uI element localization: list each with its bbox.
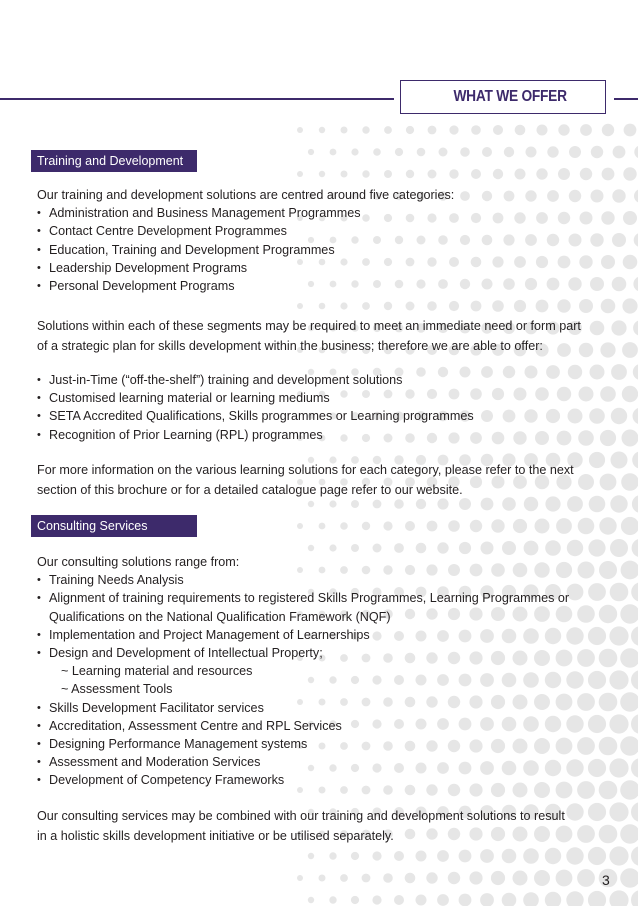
consulting-section-heading: Consulting Services <box>31 515 197 537</box>
decorative-dot <box>351 896 359 904</box>
training-solutions-paragraph: Solutions within each of these segments may be required to meet an immediate need or form part of a strategic plan for skills development within the business; therefore we are able to offer: <box>37 319 581 353</box>
decorative-dot <box>620 692 638 712</box>
decorative-dot <box>631 714 638 734</box>
decorative-dot <box>502 893 517 906</box>
training-intro: Our training and development solutions are centred around five categories: <box>37 188 455 202</box>
list-item: • SETA Accredited Qualifications, Skills programmes or Learning programmes <box>37 409 474 424</box>
decorative-dot <box>383 873 393 883</box>
decorative-dot <box>609 626 628 645</box>
decorative-dot <box>470 520 482 532</box>
decorative-dot <box>634 189 638 203</box>
decorative-dot <box>631 890 638 906</box>
decorative-dot <box>557 299 570 312</box>
decorative-dot <box>609 714 628 733</box>
decorative-dot <box>610 495 627 512</box>
decorative-dot <box>609 758 628 777</box>
decorative-dot <box>621 473 638 491</box>
decorative-dot <box>580 124 592 136</box>
list-item: • Alignment of training requirements to registered Skills Programmes, Learning Programmes or <box>37 591 570 606</box>
decorative-dot <box>416 851 427 862</box>
decorative-dot <box>631 802 638 822</box>
decorative-dot <box>460 147 470 157</box>
decorative-dot <box>319 523 326 530</box>
decorative-dot <box>405 521 415 531</box>
decorative-dot <box>297 171 303 177</box>
decorative-dot <box>308 545 314 551</box>
decorative-dot <box>620 868 638 888</box>
decorative-dot <box>631 846 638 866</box>
decorative-dot <box>504 147 514 157</box>
decorative-dot <box>535 519 550 534</box>
decorative-dot <box>373 148 381 156</box>
decorative-dot <box>437 850 449 862</box>
decorative-dot <box>329 852 336 859</box>
decorative-dot <box>329 500 336 507</box>
training-categories <box>37 186 607 295</box>
decorative-dot <box>558 168 570 180</box>
decorative-dot <box>523 892 539 906</box>
list-item: • Skills Development Facilitator services <box>37 700 264 715</box>
decorative-dot <box>362 302 370 310</box>
decorative-dot <box>372 895 381 904</box>
decorative-dot <box>437 542 448 553</box>
decorative-dot <box>579 299 593 313</box>
decorative-dot <box>341 171 348 178</box>
decorative-dot <box>406 170 414 178</box>
list-item: • Just-in-Time (“off-the-shelf”) training and development solutions <box>37 373 403 387</box>
decorative-dot <box>427 521 438 532</box>
decorative-dot <box>622 298 637 313</box>
list-item: • Contact Centre Development Programmes <box>37 224 287 239</box>
decorative-dot <box>308 501 314 507</box>
decorative-dot <box>469 871 482 884</box>
decorative-dot <box>319 303 326 310</box>
decorative-dot <box>471 125 481 135</box>
page-number: 3 <box>602 872 610 888</box>
decorative-dot <box>362 126 369 133</box>
list-item: • Recognition of Prior Learning (RPL) programmes <box>37 427 323 442</box>
list-item: • Training Needs Analysis <box>37 573 184 588</box>
decorative-dot <box>394 499 404 509</box>
consulting-closing-paragraph: Our consulting services may be combined with our training and development solutions to result in a holistic skills development initiative or be utilised separately. <box>37 809 565 843</box>
decorative-dot <box>319 171 325 177</box>
decorative-dot <box>620 736 638 756</box>
decorative-dot <box>556 870 573 887</box>
decorative-dot <box>308 897 314 903</box>
decorative-dot <box>534 870 550 886</box>
list-item: • Personal Development Programs <box>37 278 235 293</box>
decorative-dot <box>622 342 638 358</box>
consulting-list <box>37 553 607 789</box>
decorative-dot <box>405 873 416 884</box>
decorative-dot <box>351 500 359 508</box>
decorative-dot <box>373 500 382 509</box>
training-section-heading: Training and Development <box>31 150 197 172</box>
decorative-dot <box>362 874 371 883</box>
decorative-dot <box>632 451 638 469</box>
decorative-dot <box>416 895 427 906</box>
decorative-dot <box>631 626 638 646</box>
decorative-dot <box>394 895 404 905</box>
header-title-box <box>400 80 606 114</box>
decorative-dot <box>633 320 638 336</box>
decorative-dot <box>427 301 437 311</box>
decorative-dot <box>578 518 595 535</box>
decorative-dot <box>633 364 638 380</box>
decorative-dot <box>620 824 638 844</box>
decorative-dot <box>621 561 638 580</box>
decorative-dot <box>632 539 638 558</box>
decorative-dot <box>362 522 370 530</box>
decorative-dot <box>632 495 638 513</box>
decorative-dot <box>588 847 606 865</box>
decorative-dot <box>609 670 628 689</box>
list-item: • Design and Development of Intellectual Property; <box>37 645 323 660</box>
decorative-dot <box>459 894 472 906</box>
decorative-dot <box>428 126 437 135</box>
list-item: • Assessment and Moderation Services <box>37 755 261 770</box>
decorative-dot <box>580 168 592 180</box>
decorative-dot <box>545 848 561 864</box>
decorative-dot <box>602 124 614 136</box>
decorative-dot <box>537 125 548 136</box>
decorative-dot <box>536 300 549 313</box>
decorative-dot <box>416 499 426 509</box>
decorative-dot <box>502 849 517 864</box>
decorative-dot <box>394 851 404 861</box>
decorative-dot <box>633 408 638 425</box>
decorative-dot <box>610 583 629 602</box>
decorative-dot <box>631 582 638 602</box>
decorative-dot <box>362 170 369 177</box>
decorative-dot <box>515 169 526 180</box>
decorative-dot <box>493 169 503 179</box>
list-item: • Implementation and Project Management of Learnerships <box>37 627 370 642</box>
decorative-dot <box>437 894 449 906</box>
decorative-dot <box>633 276 638 291</box>
decorative-dot <box>448 872 460 884</box>
decorative-dot <box>624 124 637 137</box>
decorative-dot <box>611 364 627 380</box>
decorative-dot <box>373 544 382 553</box>
training-offers <box>37 371 607 444</box>
decorative-dot <box>610 539 628 557</box>
decorative-dot <box>634 233 638 248</box>
decorative-dot <box>341 127 348 134</box>
decorative-dot <box>577 869 595 887</box>
decorative-dot <box>599 517 616 534</box>
decorative-dot <box>439 148 448 157</box>
decorative-dot <box>319 127 325 133</box>
decorative-dot <box>395 148 403 156</box>
decorative-dot <box>351 852 359 860</box>
decorative-dot <box>449 169 458 178</box>
decorative-dot <box>526 147 537 158</box>
decorative-dot <box>297 523 303 529</box>
decorative-dot <box>493 125 503 135</box>
decorative-dot <box>340 522 348 530</box>
decorative-dot <box>631 758 638 778</box>
decorative-dot <box>623 255 638 270</box>
decorative-dot <box>297 303 303 309</box>
decorative-dot <box>426 872 437 883</box>
decorative-dot <box>492 300 504 312</box>
decorative-dot <box>558 124 569 135</box>
list-item-continuation: Qualifications on the National Qualification Framework (NQF) <box>49 609 391 624</box>
decorative-dot <box>383 521 392 530</box>
decorative-dot <box>384 302 392 310</box>
decorative-dot <box>513 871 528 886</box>
decorative-dot <box>319 875 326 882</box>
header-title: WHAT WE OFFER <box>453 88 567 105</box>
decorative-dot <box>384 126 392 134</box>
decorative-dot <box>308 853 314 859</box>
decorative-dot <box>547 146 558 157</box>
decorative-dot <box>622 386 638 402</box>
decorative-dot <box>351 148 358 155</box>
decorative-dot <box>471 301 482 312</box>
decorative-dot <box>620 780 638 800</box>
decorative-dot <box>482 147 492 157</box>
decorative-dot <box>416 543 427 554</box>
sub-list-item: ~ Assessment Tools <box>61 682 173 697</box>
decorative-dot <box>340 302 347 309</box>
decorative-dot <box>417 148 426 157</box>
decorative-dot <box>514 300 526 312</box>
decorative-dot <box>297 875 303 881</box>
list-item: • Designing Performance Management systems <box>37 736 308 751</box>
decorative-dot <box>523 848 539 864</box>
decorative-dot <box>329 544 336 551</box>
decorative-dot <box>480 849 494 863</box>
decorative-dot <box>591 146 603 158</box>
decorative-dot <box>566 847 583 864</box>
decorative-dot <box>634 145 638 158</box>
decorative-dot <box>609 802 628 821</box>
training-more-info-paragraph: For more information on the various learning solutions for each category, please refer to the next section of this brochure or for a detailed catalogue page refer to our website. <box>37 463 574 497</box>
decorative-dot <box>480 893 494 906</box>
decorative-dot <box>621 517 638 535</box>
decorative-dot <box>372 851 381 860</box>
decorative-dot <box>536 168 547 179</box>
decorative-dot <box>609 846 628 865</box>
decorative-dot <box>556 518 572 534</box>
decorative-dot <box>471 169 481 179</box>
decorative-dot <box>609 890 628 906</box>
decorative-dot <box>297 127 303 133</box>
decorative-dot <box>622 430 638 447</box>
sub-list-item: ~ Learning material and resources <box>61 664 253 679</box>
decorative-dot <box>384 170 392 178</box>
decorative-dot <box>620 648 638 668</box>
decorative-dot <box>428 170 437 179</box>
decorative-dot <box>623 211 637 225</box>
decorative-dot <box>491 519 504 532</box>
decorative-dot <box>545 892 561 906</box>
decorative-dot <box>406 302 415 311</box>
decorative-dot <box>623 167 636 180</box>
decorative-dot <box>620 604 638 623</box>
list-item: • Education, Training and Development Programmes <box>37 242 335 257</box>
list-item: • Customised learning material or learning mediums <box>37 391 330 406</box>
decorative-dot <box>612 189 625 202</box>
decorative-dot <box>566 891 583 906</box>
consulting-intro: Our consulting solutions range from: <box>37 555 240 569</box>
decorative-dot <box>588 891 606 906</box>
decorative-dot <box>449 125 458 134</box>
decorative-dot <box>601 299 616 314</box>
list-item: • Accreditation, Assessment Centre and RPL Services <box>37 718 342 733</box>
list-item: • Administration and Business Management Programmes <box>37 206 361 221</box>
header-rule-right <box>614 98 638 100</box>
decorative-dot <box>340 874 348 882</box>
decorative-dot <box>613 146 626 159</box>
decorative-dot <box>437 498 448 509</box>
decorative-dot <box>449 301 459 311</box>
decorative-dot <box>602 168 615 181</box>
decorative-dot <box>569 146 581 158</box>
decorative-dot <box>329 896 336 903</box>
list-item: • Leadership Development Programs <box>37 260 248 275</box>
decorative-dot <box>330 149 337 156</box>
decorative-dot <box>612 233 626 247</box>
decorative-dot <box>406 126 414 134</box>
list-item: • Development of Competency Frameworks <box>37 773 285 788</box>
header-rule-left <box>0 98 394 100</box>
decorative-dot <box>459 850 472 863</box>
decorative-dot <box>491 871 505 885</box>
decorative-dot <box>394 543 404 553</box>
decorative-dot <box>448 520 460 532</box>
decorative-dot <box>631 670 638 690</box>
decorative-dot <box>612 277 627 292</box>
decorative-dot <box>513 519 527 533</box>
decorative-dot <box>611 320 626 335</box>
decorative-dot <box>611 408 627 424</box>
decorative-dot <box>308 149 314 155</box>
decorative-dot <box>351 544 359 552</box>
decorative-dot <box>611 452 628 469</box>
decorative-dot <box>515 125 526 136</box>
